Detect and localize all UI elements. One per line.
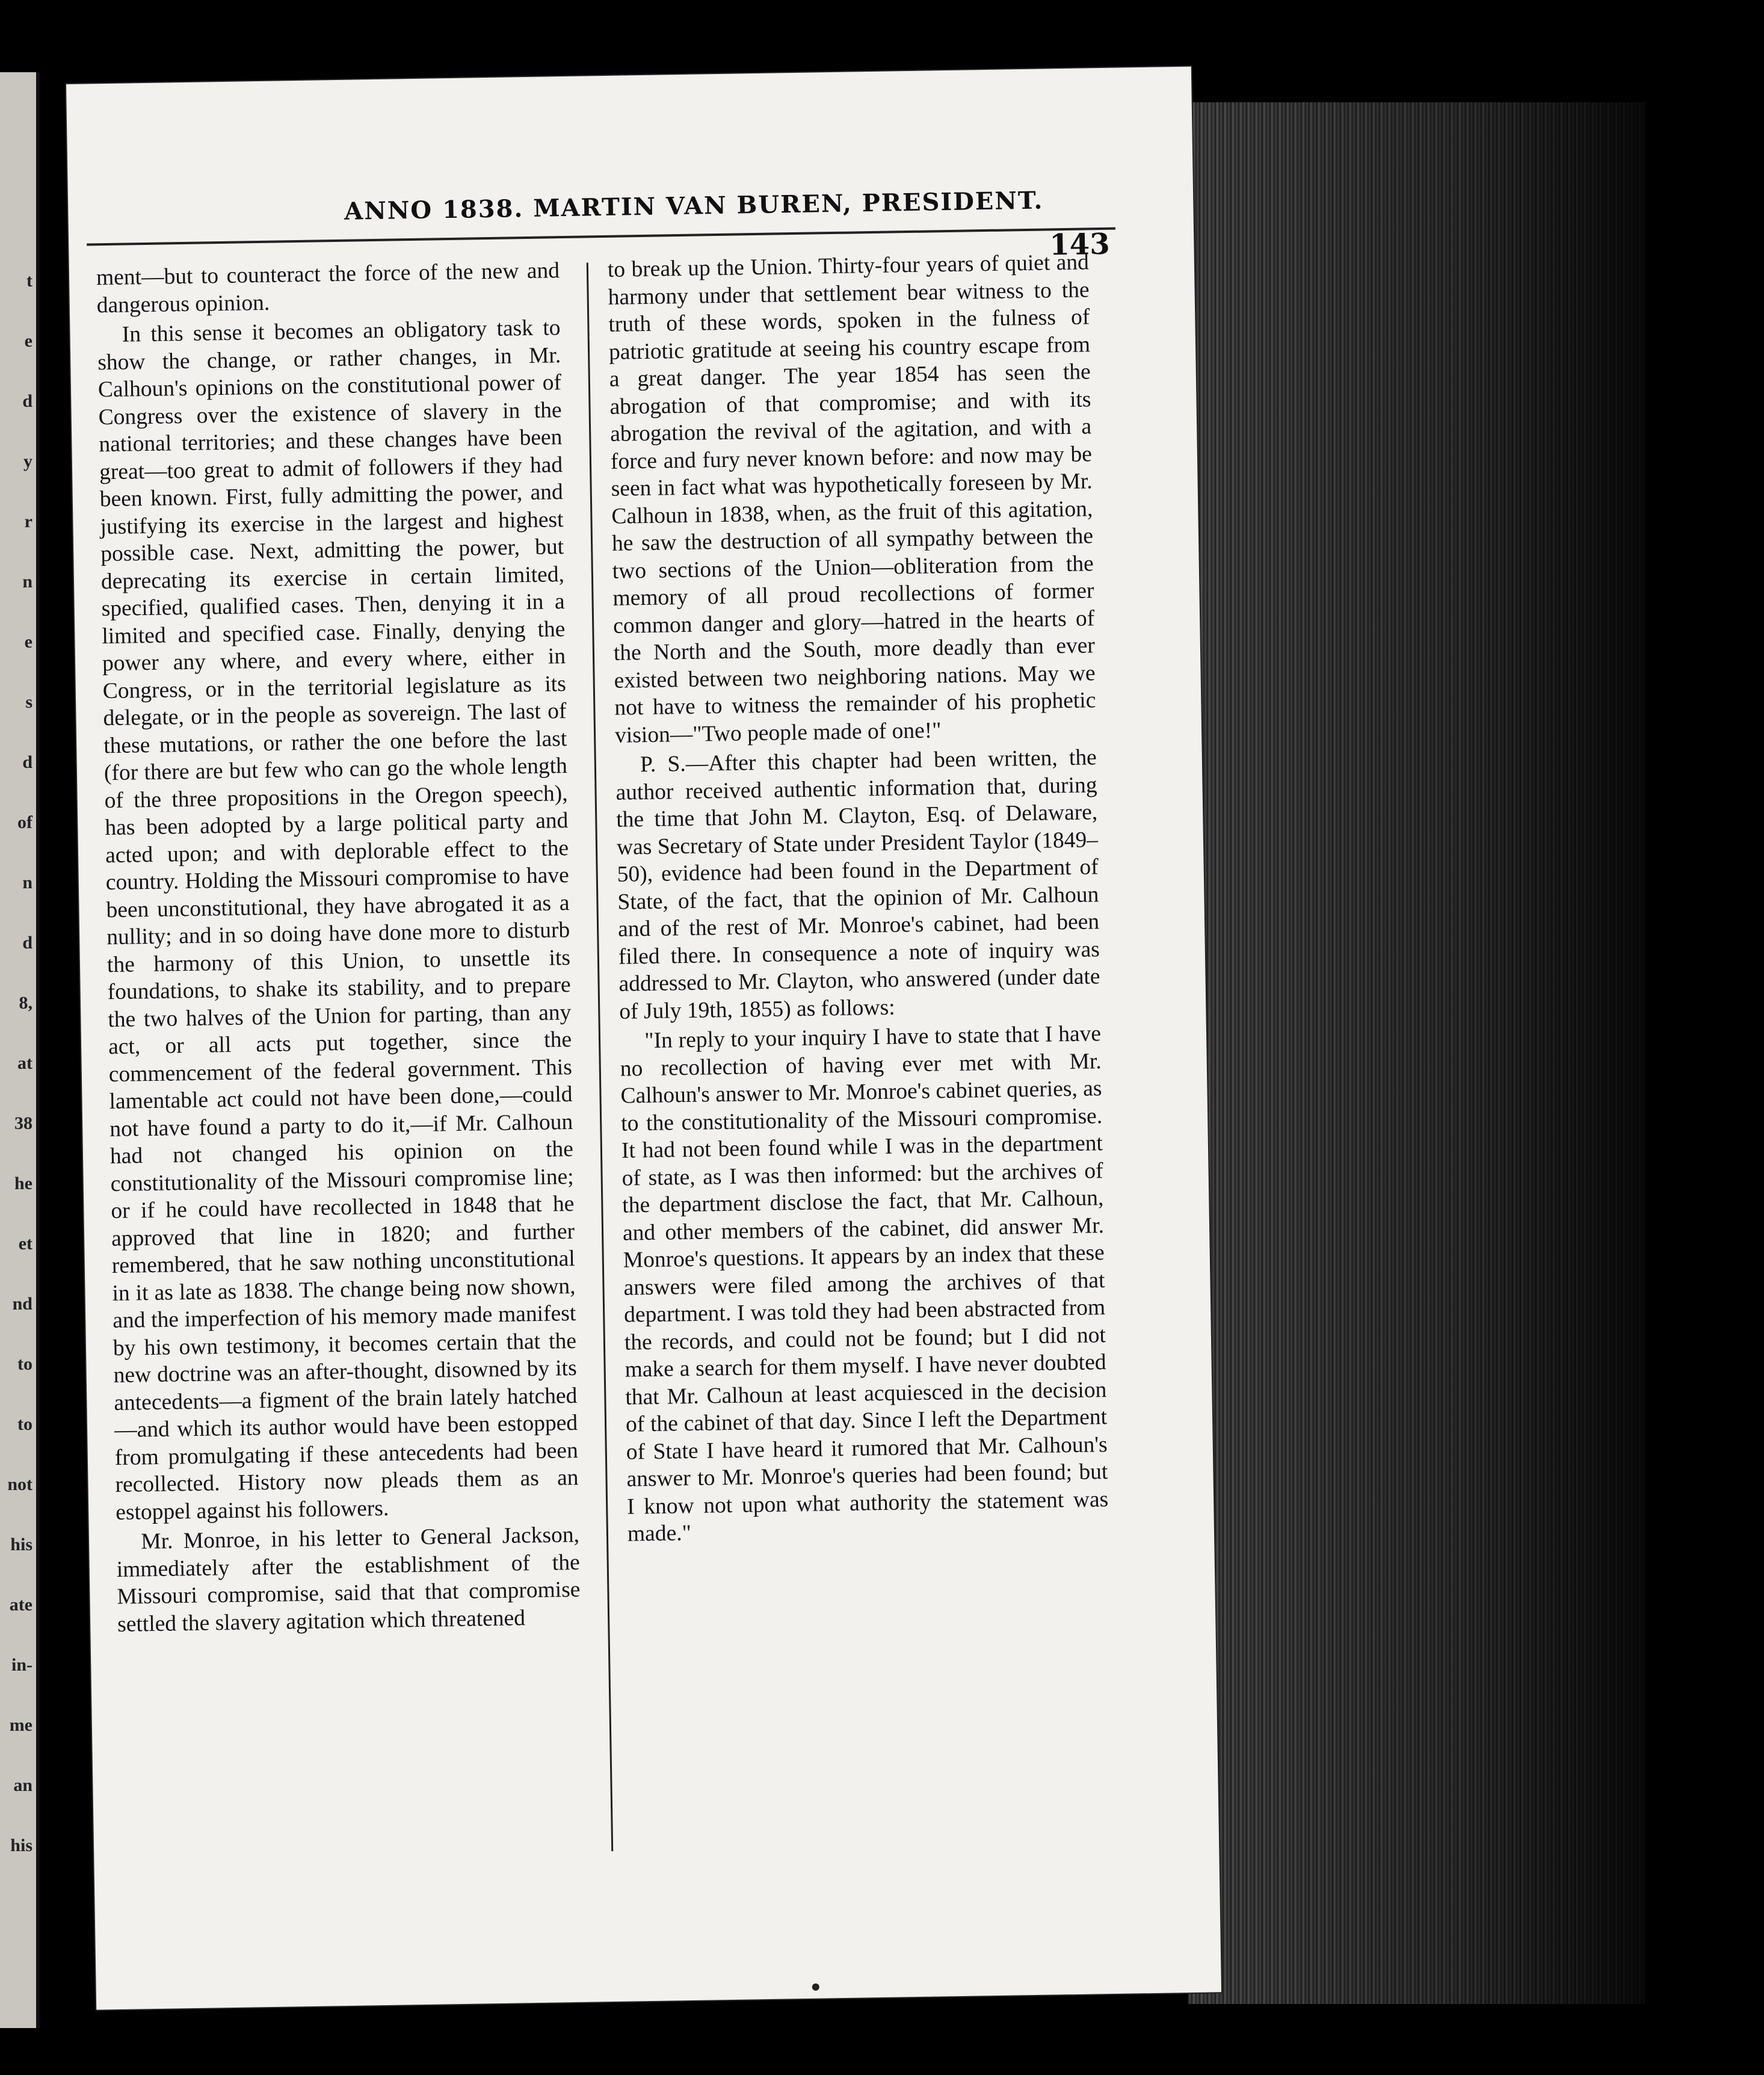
book-page — [66, 67, 1221, 2010]
margin-fragment: e — [24, 632, 32, 652]
book-fore-edge-shadow — [1188, 102, 1645, 2004]
margin-fragment: r — [24, 512, 32, 531]
header-rule — [87, 227, 1115, 246]
margin-fragment: t — [26, 271, 32, 291]
page-dot — [812, 1984, 819, 1991]
paragraph: to break up the Union. Thirty-four years of quiet and harmony under that settlement bear witness to the truth of these words, spoken in the fulness of patriotic gratitude at seeing his country escape from a great danger. The year 1854 has seen the abrogation of that compromise; and with its abrogation the revival of the agitation, and with a force and fury never known before: and now may be seen in fact what was hypothetically foreseen by Mr. Calhoun in 1838, when, as the fruit of this agitation, he saw the destruction of all sympathy between the two sections of the Union—obliteration from the memory of all proud recollections of former common danger and glory—hatred in the hearts of the North and the South, more deadly than ever existed between two neighboring nations. May we not have to witness the remainder of his prophetic vision—"Two people made of one!" — [607, 250, 1096, 748]
margin-fragment: nd — [12, 1294, 32, 1314]
margin-fragment: d — [22, 752, 32, 772]
margin-fragment: at — [17, 1053, 32, 1073]
margin-fragment: n — [22, 572, 32, 592]
paragraph: In this sense it becomes an obligatory task to show the change, or rather changes, in Mr. Calhoun's opinions on the constitutional power of Congress over the existence of slavery in the national territories; and these changes have been great—too great to admit of followers if they had been known. First, fully admitting the power, and justifying its exercise in the largest and highest possible case. Next, admitting the power, but deprecating its exercise in certain limited, specified, qualified cases. Then, denying it in a limited and specified case. Finally, denying the power any where, and every where, either in Congress, or in the territorial legislature as its delegate, or in the people as sovereign. The last of these mutations, or rather the one before the last (for there are but few who can go the whole length of the three propositions in the Oregon speech), has been adopted by a large political party and acted upon; and with deplorable effect to the country. Holding the Missouri compromise to have been unconstitutional, they have abrogated it as a nullity; and in so doing have done more to disturb the harmony of this Union, to unsettle its foundations, to shake its stability, and to prepare the two halves of the Union for parting, than any act, or all acts put together, since the commencement of the federal government. This lamentable act could not have been done,—could not have found a party to do it,—if Mr. Calhoun had not changed his opinion on the constitutionality of the Missouri compromise line; or if he could have recollected in 1848 that he approved that line in 1820; and further remembered, that he saw nothing unconstitutional in it as late as 1838. The change being now shown, and the imperfection of his memory made manifest by his own testimony, it becomes certain that the new doctrine was an after-thought, disowned by its antecedents—a figment of the brain lately hatched—and which its author would have been estopped from promulgating if these antecedents had been recollected. History now pleads them as an estoppel against his followers. — [97, 315, 579, 1525]
margin-fragment: d — [22, 933, 32, 953]
margin-fragment: y — [23, 451, 32, 471]
margin-fragment: d — [22, 391, 32, 411]
margin-fragment: ate — [9, 1595, 32, 1615]
margin-fragment: in- — [11, 1655, 32, 1675]
running-head: ANNO 1838. MARTIN VAN BUREN, PRESIDENT. — [344, 186, 1044, 226]
margin-fragment: 8, — [19, 993, 32, 1013]
margin-fragment: to — [17, 1414, 32, 1434]
margin-fragment: 38 — [14, 1113, 32, 1133]
paragraph: "In reply to your inquiry I have to state that I have no recollection of having ever met with Mr. Calhoun's answer to Mr. Monroe's cabinet queries, as to the constitutionality of the Missouri compromise. It had not been found while I was in the department of state, as I was then informed: but the archives of the department disclose the fact, that Mr. Calhoun, and other members of the cabinet, did answer Mr. Monroe's questions. It appears by an index that these answers were filed among the archives of that department. I was told they had been abstracted from the records, and could not be found; but I did not make a search for them myself. I have never doubted that Mr. Calhoun at least acquiesced in the decision of the cabinet of that day. Since I left the Department of State I have heard it rumored that Mr. Calhoun's answer to Mr. Monroe's queries had been found; but I know not upon what authority the statement was made." — [620, 1021, 1109, 1547]
margin-fragment: his — [10, 1835, 32, 1855]
paragraph: Mr. Monroe, in his letter to General Jackson, immediately after the establishment of the Missouri compromise, said that that compromise settled the slavery agitation which threatened — [116, 1522, 581, 1637]
margin-fragment: of — [17, 812, 32, 832]
column-divider — [587, 262, 613, 1851]
paragraph: P. S.—After this chapter had been written, the author received authentic information that, during the time that John M. Clayton, Esq. of Delaware, was Secretary of State under President Taylor (1849–50), evidence had been found in the Department of State, of the fact, that the opinion of Mr. Calhoun and of the rest of Mr. Monroe's cabinet, had been filed there. In consequence a note of inquiry was addressed to Mr. Clayton, who answered (under date of July 19th, 1855) as follows: — [615, 745, 1100, 1024]
margin-fragment: et — [18, 1234, 32, 1254]
margin-fragment: n — [22, 873, 32, 892]
paragraph: ment—but to counteract the force of the new and dangerous opinion. — [96, 258, 560, 318]
margin-fragment: to — [17, 1354, 32, 1374]
left-text-column — [96, 257, 581, 1638]
margin-fragment: an — [13, 1775, 32, 1795]
margin-fragment: s — [25, 692, 32, 712]
adjacent-page-edge — [0, 72, 40, 2028]
page-number: 143 — [1049, 227, 1111, 262]
right-text-column — [608, 249, 1109, 1548]
margin-fragment: he — [14, 1174, 32, 1193]
margin-fragment: me — [9, 1715, 32, 1735]
margin-fragment: not — [7, 1474, 32, 1494]
margin-fragment: e — [24, 331, 32, 351]
margin-fragment: his — [10, 1535, 32, 1554]
